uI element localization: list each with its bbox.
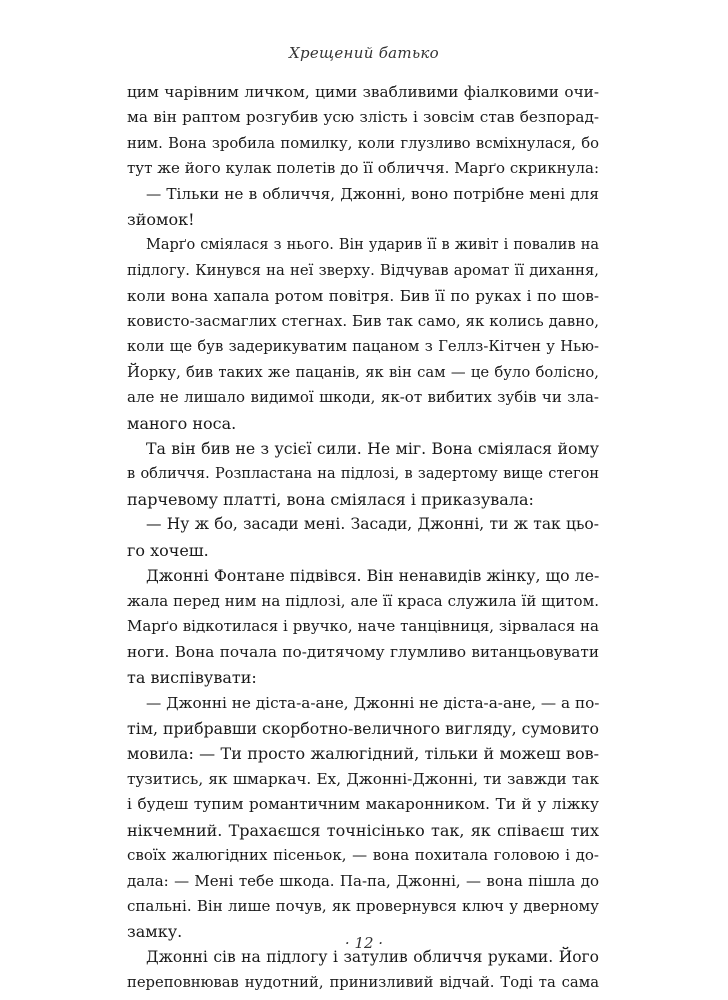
text-line: го хочеш. xyxy=(127,540,209,560)
text-line: спальні. Він лише почув, як провернувся ключ у дверному xyxy=(127,897,599,915)
text-line: в обличчя. Розпластана на підлозі, в задертому вище стегон xyxy=(127,465,599,482)
text-line: тім, прибравши скорботно-величного вигляду, сумовито xyxy=(127,718,600,738)
text-line: нікчемний. Трахаєшся точнісінько так, як співаєш тих xyxy=(127,820,599,840)
text-line: жала перед ним на підлозі, але її краса служила їй щитом. xyxy=(127,591,599,610)
text-line: ним. Вона зробила помилку, коли глузливо всміхнулася, бо xyxy=(127,134,599,152)
text-line: мовила: — Ти просто жалюгідний, тільки й можеш вов- xyxy=(127,744,599,764)
text-line: тузитись, як шмаркач. Ех, Джонні-Джонні, ти завжди так xyxy=(127,769,599,788)
text-line: замку. xyxy=(127,922,183,942)
text-line: — Ну ж бо, засади мені. Засади, Джонні, ти ж так цьо- xyxy=(146,515,599,534)
text-line: Джонні сів на підлогу і затулив обличчя руками. Його xyxy=(146,947,599,966)
text-line: Джонні Фонтане підвівся. Він ненавидів жінку, що ле- xyxy=(146,566,600,586)
text-line: але не лишало видимої шкоди, як-от вибитих зубів чи зла- xyxy=(127,388,599,407)
page-number: · 12 · xyxy=(344,934,384,952)
text-line: підлогу. Кинувся на неї зверху. Відчував аромат її дихання, xyxy=(127,262,599,280)
text-line: Марґо відкотилася і рвучко, наче танцівниця, зірвалася на xyxy=(127,617,599,636)
text-line: тут же його кулак полетів до її обличчя. Марґо скрикнула: xyxy=(127,159,599,178)
text-line: переповнював нудотний, принизливий відчай. Тоді та сама xyxy=(127,974,599,992)
text-line: — Тільки не в обличчя, Джонні, воно потрібне мені для xyxy=(146,184,599,203)
running-head: Хрещений батько xyxy=(289,44,439,62)
text-line: дала: — Мені тебе шкода. Па-па, Джонні, — вона пішла до xyxy=(127,871,599,890)
text-line: ма він раптом розгубив усю злість і зовсім став безпорад- xyxy=(127,108,599,127)
text-line: і будеш тупим романтичним макаронником. Ти й у ліжку xyxy=(127,795,599,814)
text-line: ноги. Вона почала по-дитячому глумливо витанцьовувати xyxy=(127,642,599,661)
text-line: ковисто-засмаглих стегнах. Бив так само, як колись давно, xyxy=(127,311,599,330)
text-line: — Джонні не діста-а-ане, Джонні не діста-а-ане, — а по- xyxy=(146,693,600,712)
text-line: маного носа. xyxy=(127,413,237,433)
text-line: парчевому платті, вона сміялася і приказувала: xyxy=(127,490,534,509)
text-line: коли ще був задерикуватим пацаном з Геллз-Кітчен у Нью- xyxy=(127,338,599,356)
text-line: цим чарівним личком, цими звабливими фіалковими очи- xyxy=(127,83,599,101)
body-text xyxy=(127,80,599,996)
text-line: Марґо сміялася з нього. Він ударив її в живіт і повалив на xyxy=(146,236,599,253)
text-line: зйомок! xyxy=(127,210,195,230)
text-line: Йорку, бив таких же пацанів, як він сам — це було болісно, xyxy=(127,363,599,381)
text-line: Та він бив не з усієї сили. Не міг. Вона сміялася йому xyxy=(146,439,599,459)
text-line: своїх жалюгідних пісеньок, — вона похитала головою і до- xyxy=(127,846,599,865)
text-line: коли вона хапала ротом повітря. Бив її по руках і по шов- xyxy=(127,286,599,305)
text-line: та виспівувати: xyxy=(127,668,257,688)
